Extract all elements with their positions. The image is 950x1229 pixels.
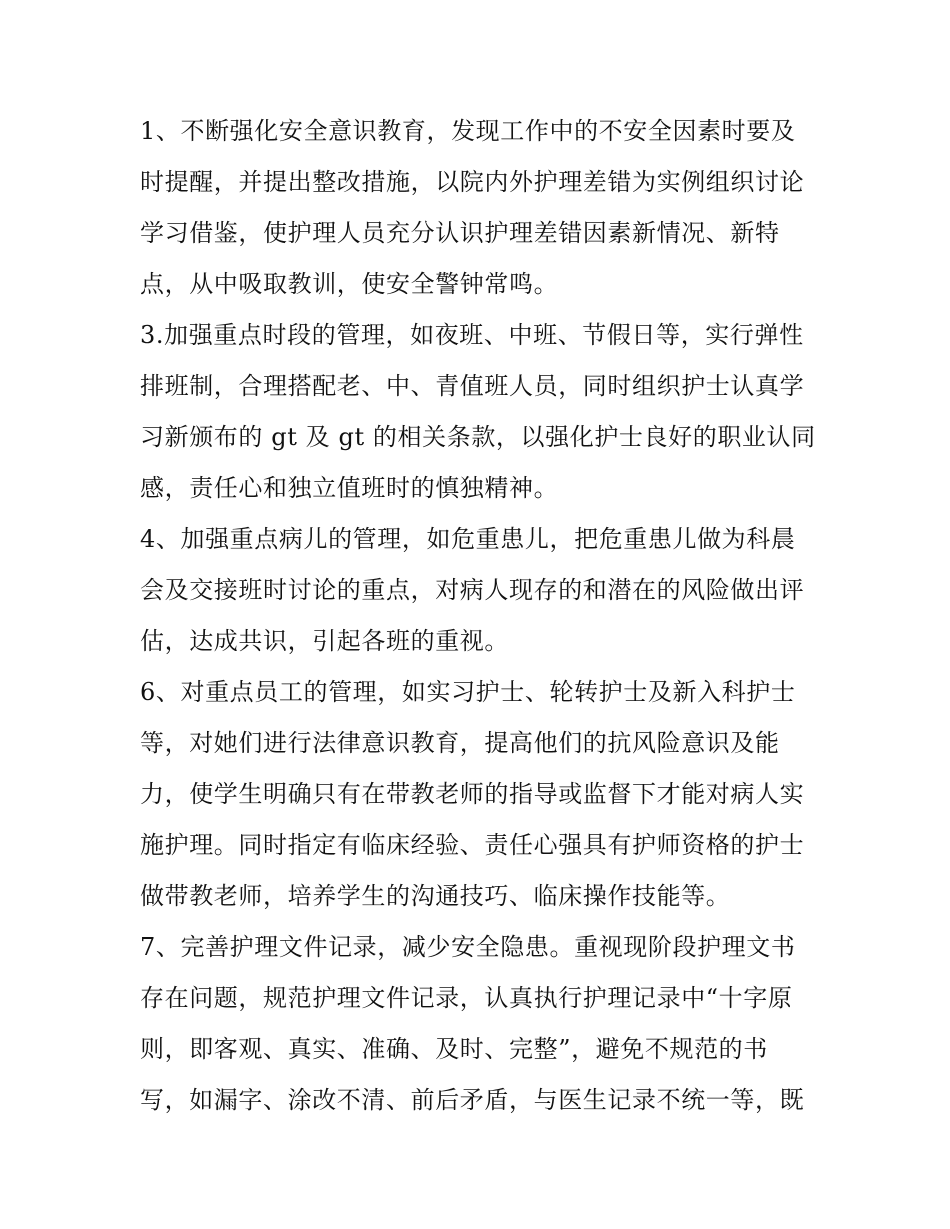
paragraph-7	[140, 922, 816, 1126]
text-line: 1、不断强化安全意识教育，发现工作中的不安全因素时要及	[140, 117, 796, 145]
text-line: 学习借鉴，使护理人员充分认识护理差错因素新情况、新特	[140, 219, 780, 247]
paragraph-6	[140, 667, 816, 922]
text-line: 做带教老师，培养学生的沟通技巧、临床操作技能等。	[140, 882, 731, 910]
text-line: 3.加强重点时段的管理，如夜班、中班、节假日等，实行弹性	[140, 321, 804, 349]
text-line: 4、加强重点病儿的管理，如危重患儿，把危重患儿做为科晨	[140, 525, 796, 553]
text-line: 力，使学生明确只有在带教老师的指导或监督下才能对病人实	[140, 780, 805, 808]
text-line: 估，达成共识，引起各班的重视。	[140, 627, 509, 655]
text-line: 会及交接班时讨论的重点，对病人现存的和潜在的风险做出评	[140, 576, 805, 604]
text-line: 时提醒，并提出整改措施，以院内外护理差错为实例组织讨论	[140, 168, 805, 196]
paragraph-4	[140, 514, 816, 667]
text-line: 则，即客观、真实、准确、及时、完整”，避免不规范的书	[140, 1035, 768, 1063]
text-line: 等，对她们进行法律意识教育，提高他们的抗风险意识及能	[140, 729, 780, 757]
text-line: 感，责任心和独立值班时的慎独精神。	[140, 474, 559, 502]
text-line: 写，如漏字、涂改不清、前后矛盾，与医生记录不统一等，既	[140, 1086, 805, 1114]
text-line: 点，从中吸取教训，使安全警钟常鸣。	[140, 270, 559, 298]
document-body	[140, 106, 816, 1126]
text-line: 6、对重点员工的管理，如实习护士、轮转护士及新入科护士	[140, 678, 796, 706]
text-line: 施护理。同时指定有临床经验、责任心强具有护师资格的护士	[140, 831, 805, 859]
text-line: 存在问题，规范护理文件记录，认真执行护理记录中“十字原	[140, 984, 793, 1012]
text-line: 7、完善护理文件记录，减少安全隐患。重视现阶段护理文书	[140, 933, 796, 961]
text-line: 排班制，合理搭配老、中、青值班人员，同时组织护士认真学	[140, 372, 805, 400]
paragraph-3	[140, 310, 816, 514]
paragraph-1	[140, 106, 816, 310]
text-line: 习新颁布的 gt 及 gt 的相关条款，以强化护士良好的职业认同	[140, 423, 816, 451]
